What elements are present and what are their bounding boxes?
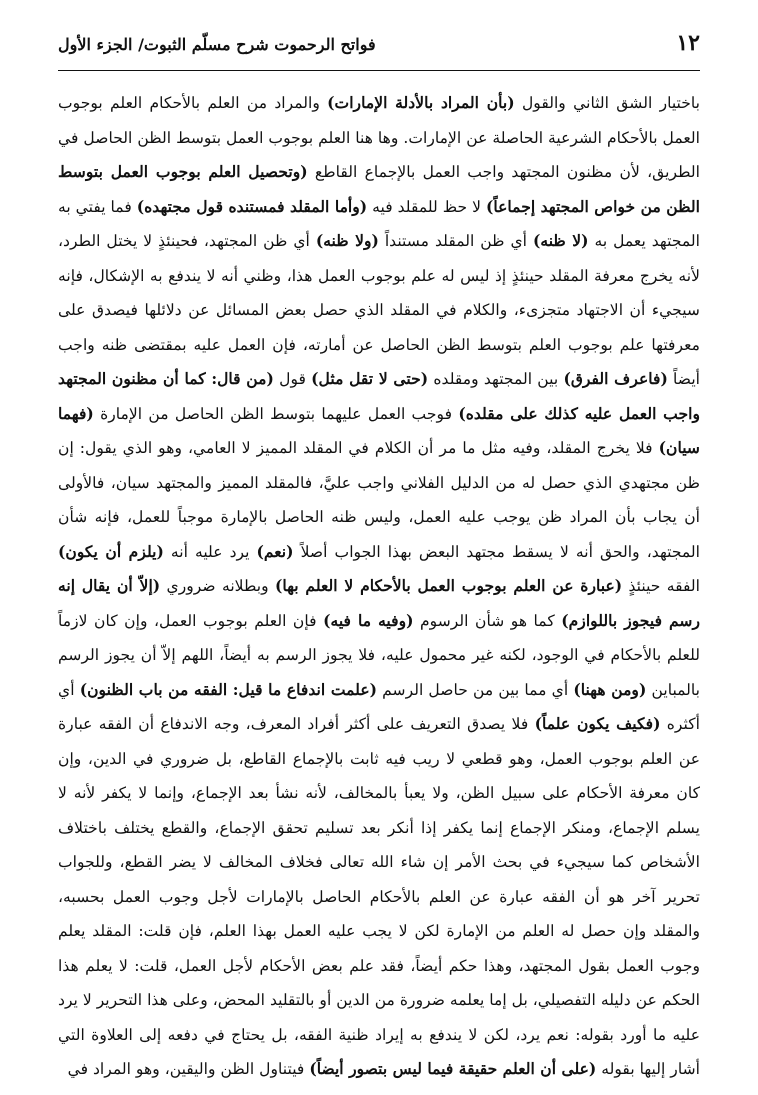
bold-text-run: (بأن المراد بالأدلة الإمارات)	[327, 93, 515, 112]
text-run: الفقه حينئذٍ	[622, 577, 700, 595]
text-run: وبطلانه ضروري	[160, 577, 275, 595]
bold-text-run: (حتى لا تقل مثل)	[311, 369, 429, 388]
running-title: فواتح الرحموت شرح مسلّم الثبوت/ الجزء الأول	[58, 35, 376, 54]
text-run: يرد عليه أنه	[163, 542, 257, 561]
bold-text-run: (على أن العلم حقيقة فيما ليس بتصور أيضاً)	[309, 1059, 597, 1078]
text-run: قول	[273, 370, 312, 388]
bold-text-run: (وأما المقلد فمستنده قول مجتهده)	[136, 196, 368, 216]
text-run: أي ظن المقلد مستنداً	[378, 232, 533, 250]
page-header	[58, 30, 700, 60]
bold-text-run: (فاعرف الفرق)	[563, 369, 668, 388]
text-run: فإن العلم بوجوب العمل، وإن كان لازماً للعلم بالأحكام في الوجود، لكنه غير محمول عليه، فلا يجوز الرسم به أيضاً، اللهم إلاّ أن يجوز الرسم بالمباين	[58, 611, 701, 699]
text-run: أي ظن المجتهد، فحينئذٍ لا يختل الطرد، لأنه يخرج معرفة المقلد حينئذٍ إذ ليس له علم بوجوب العمل هذا، وظني أنه لا يندفع به الإشكال، فإنه سيجيء أن الاجتهاد متجزىء، والكلام في المقلد الذي حصل بعض المسائل عن دلائلها فيصدق على معرفتها علم بوجوب العلم بتوسط الظن الحاصل عن أمارته، فإن العمل عليه بمقتضى ظنه واجب أيضاً	[58, 232, 701, 388]
bold-text-run: (ومن ههنا)	[573, 679, 647, 699]
text-run: فلا يخرج المقلد، وفيه مثل ما مر أن الكلام في المقلد المميز لا العامي، وهو الذي يقول: إن ظن مجتهدي الذي حصل له من الدليل الفلاني واجب عليَّ، فالمقلد المميز والمجتهد سيان، فالأولى أن يجاب بأن المراد ظن يوجب عليه العمل، وليس ظنه الحاصل بالإمارة موجباً للعمل، فإنه شأن المجتهد، والحق أنه لا يسقط مجتهد البعض بهذا الجواب أصلاً	[58, 439, 701, 561]
text-run: فما يفتي به المجتهد يعمل به	[58, 197, 700, 250]
text-run: فيتناول الظن واليقين، وهو المراد في	[67, 1060, 310, 1078]
body-text	[58, 86, 700, 1087]
bold-text-run: (يلزم أن يكون)	[58, 541, 164, 561]
bold-text-run: (علمت اندفاع ما قيل: الفقه من باب الظنون)	[79, 679, 378, 699]
text-run: فلا يصدق التعريف على أكثر أفراد المعرف، وجه الاندفاع أن الفقه عبارة عن العلم بوجوب العمل، وهو قطعي لا ريب فيه ثابت بالإجماع القاطع، بل ضروري في الدين، وإن كان معرفة الأحكام على سبيل الظن، ولا يعبأ بالمخالف، لأنه نشأ بعد الإجماع، وإنما لا يكفر لأنه لا يسلم الإجماع، ومنكر الإجماع إنما يكفر إذا أنكر بعد تسليم تحقق الإجماع، والقطع يختلف باختلاف الأشخاص كما سيجيء في بحث الأمر إن شاء الله تعالى فخلاف المخالف لا يضر القطع، وللجواب تحرير آخر هو أن الفقه عبارة عن العلم بالأحكام الحاصل بالإمارات لأجل وجوب العمل بحسبه، والمقلد وإن حصل له العلم من الإمارة لكن لا يجب عليه العمل بهذا العلم، فإن قلت: المقلد يعلم وجوب العمل بقول المجتهد، وهذا حكم أيضاً، فقد علم بعض الأحكام لأجل العمل، قلت: لا يعلم هذا الحكم عن دليله التفصيلي، بل إما يعلمه ضرورة من الدين أو بالتقليد المحض، وعلى هذا التحرير لا يرد عليه ما أورد بقوله: نعم يرد، لكن لا يندفع به إيراد ظنية الفقه، بل يحتاج في دفعه إلى العلاوة التي أشار إليها بقوله	[58, 715, 700, 1078]
page-number: ١٢	[676, 30, 700, 56]
text-run: أي مما بين من حاصل الرسم	[377, 680, 574, 699]
bold-text-run: (إلاّ أن يقال إنه رسم فيجوز باللوازم)	[58, 576, 700, 630]
text-run: باختيار الشق الثاني والقول	[514, 94, 700, 112]
header-rule	[58, 70, 700, 71]
text-run: أي أكثره	[58, 680, 700, 733]
text-run: لا حظ للمقلد فيه	[367, 197, 486, 216]
bold-text-run: (فكيف يكون علماً)	[534, 714, 661, 733]
bold-text-run: (وفيه ما فيه)	[323, 610, 414, 630]
text-run: كما هو شأن الرسوم	[413, 611, 562, 630]
bold-text-run: (عبارة عن العلم بوجوب العمل بالأحكام لا العلم بها)	[274, 576, 623, 595]
bold-text-run: (نعم)	[256, 541, 294, 561]
text-run: بين المجتهد ومقلده	[428, 370, 564, 388]
text-run: فوجب العمل عليهما بتوسط الظن الحاصل من الإمارة	[93, 404, 459, 423]
text-run: والمراد من العلم بالأحكام العلم بوجوب العمل بالأحكام الشرعية الحاصلة عن الإمارات. وها هنا العلم بوجوب العمل بتوسط الظن الحاصل في الطريق، لأن مظنون المجتهد واجب العمل بالإجماع القاطع	[58, 94, 700, 181]
bold-text-run: (فهما سيان)	[58, 403, 700, 457]
bold-text-run: (وتحصيل العلم بوجوب العمل بتوسط الظن من خواص المجتهد إجماعاً)	[58, 162, 700, 216]
bold-text-run: (لا ظنه)	[532, 231, 589, 250]
bold-text-run: (ولا ظنه)	[315, 231, 379, 250]
bold-text-run: (من قال: كما أن مظنون المجتهد واجب العمل عليه كذلك على مقلده)	[58, 369, 700, 423]
